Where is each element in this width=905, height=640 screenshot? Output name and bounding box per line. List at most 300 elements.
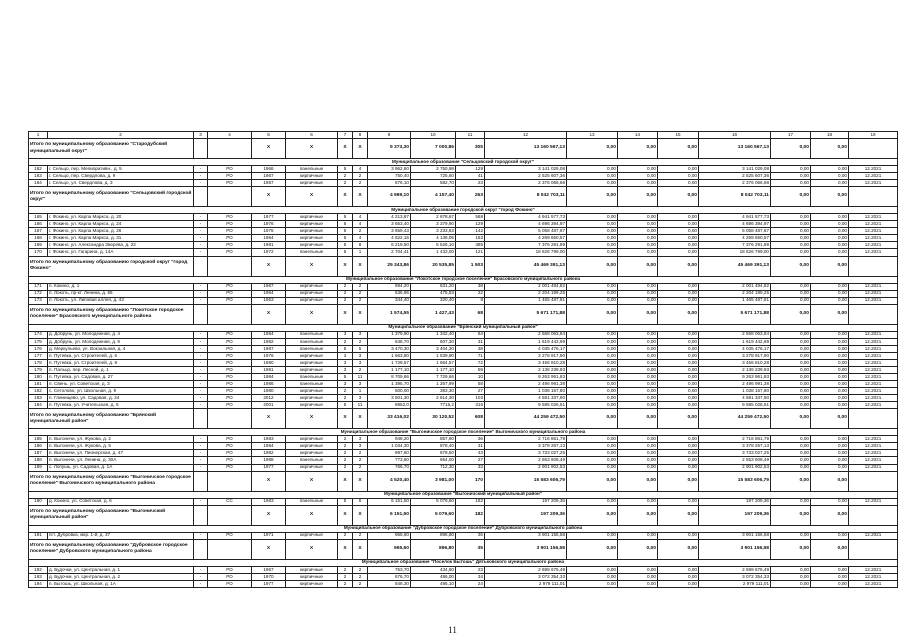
- table-cell: 1977: [252, 214, 286, 221]
- table-cell: 0,00: [811, 464, 849, 471]
- subtotal-cell: X: [252, 139, 286, 159]
- table-cell: 12.2021: [849, 173, 898, 180]
- table-cell: 1 663,80: [368, 352, 411, 359]
- table-cell: 8: [456, 297, 485, 304]
- subtotal-cell: 0,00: [567, 409, 618, 429]
- subtotal-cell: X: [338, 505, 353, 525]
- table-cell: РО: [208, 580, 252, 587]
- subtotal-cell: 5 671 171,88: [485, 304, 567, 324]
- table-cell: -: [194, 395, 208, 402]
- column-number-cell: 18: [811, 132, 849, 139]
- table-cell: 3 072 354,33: [699, 573, 771, 580]
- table-cell: 0,00: [771, 173, 811, 180]
- address-cell: п. Локоть, ул. Липовая аллея, д. 43: [48, 297, 194, 304]
- row-number: 175: [29, 338, 48, 345]
- table-cell: СС: [208, 498, 252, 505]
- table-cell: 3 379,90: [411, 221, 456, 228]
- subtotal-row: [29, 187, 898, 207]
- table-cell: 0,00: [811, 331, 849, 338]
- subtotal-cell: 1 427,43: [411, 304, 456, 324]
- section-heading-row: [29, 276, 898, 283]
- table-cell: РО: [208, 381, 252, 388]
- subtotal-cell: 33 416,02: [368, 409, 411, 429]
- address-cell: п. Выгоничи, ул. Пионерская, д. 47: [48, 450, 194, 457]
- column-number-cell: 11: [456, 132, 485, 139]
- row-number: 162: [29, 166, 48, 173]
- table-cell: 0,00: [811, 290, 849, 297]
- address-cell: д. Добрунь, ул. Молодежная, д. 4: [48, 331, 194, 338]
- table-cell: 12.2021: [849, 532, 898, 539]
- column-number-cell: 12: [485, 132, 567, 139]
- table-cell: 34: [456, 573, 485, 580]
- subtotal-cell: X: [353, 139, 368, 159]
- table-cell: 0,00: [811, 180, 849, 187]
- table-cell: 38: [456, 283, 485, 290]
- table-cell: -: [194, 402, 208, 409]
- table-cell: 0,00: [618, 457, 658, 464]
- table-cell: кирпичные: [286, 402, 338, 409]
- subtotal-cell: 0,00: [771, 139, 811, 159]
- table-cell: панельные: [286, 331, 338, 338]
- column-number-cell: 5: [252, 132, 286, 139]
- table-cell: 965,60: [368, 532, 411, 539]
- table-cell: 0,00: [811, 395, 849, 402]
- subtotal-cell: 0,00: [658, 505, 699, 525]
- table-cell: РО: [208, 166, 252, 173]
- table-cell: -: [194, 290, 208, 297]
- table-cell: 2: [353, 173, 368, 180]
- table-cell: панельные: [286, 498, 338, 505]
- row-number: 170: [29, 249, 48, 256]
- table-cell: 4: [353, 214, 368, 221]
- table-cell: кирпичные: [286, 366, 338, 373]
- table-cell: 0,00: [618, 573, 658, 580]
- table-cell: 0,00: [567, 338, 618, 345]
- table-cell: 9 263 961,83: [699, 374, 771, 381]
- subtotal-cell: [849, 187, 898, 207]
- table-cell: 0,00: [771, 166, 811, 173]
- subtotal-cell: [208, 304, 252, 324]
- table-cell: РО: [208, 374, 252, 381]
- table-cell: 0,00: [658, 228, 699, 235]
- table-cell: 0,00: [658, 395, 699, 402]
- table-cell: 1980: [252, 359, 286, 366]
- table-row: [29, 573, 898, 580]
- subtotal-cell: [849, 505, 898, 525]
- table-cell: 3: [353, 352, 368, 359]
- subtotal-cell: [849, 304, 898, 324]
- table-cell: 0,00: [658, 381, 699, 388]
- table-cell: РО: [208, 359, 252, 366]
- address-cell: п. Путевка, ул. Садовая, д. 27: [48, 374, 194, 381]
- table-cell: 4 581 337,90: [699, 395, 771, 402]
- table-cell: 500,00: [368, 388, 411, 395]
- table-cell: 654,00: [411, 457, 456, 464]
- table-cell: 1 038 157,80: [699, 388, 771, 395]
- table-cell: 2: [338, 436, 353, 443]
- table-cell: 607,30: [411, 338, 456, 345]
- table-cell: кирпичные: [286, 221, 338, 228]
- subtotal-cell: X: [252, 539, 286, 559]
- subtotal-cell: 8 042 703,11: [485, 187, 567, 207]
- subtotal-label: Итого по муниципальному образованию "Выгоничский муниципальный район": [29, 505, 194, 525]
- table-cell: 0,00: [567, 573, 618, 580]
- table-cell: 0,00: [618, 498, 658, 505]
- row-number: 189: [29, 464, 48, 471]
- table-cell: 5: [338, 374, 353, 381]
- table-cell: РО: [208, 532, 252, 539]
- column-number-cell: 16: [699, 132, 771, 139]
- table-cell: кирпичные: [286, 388, 338, 395]
- table-cell: 0,00: [618, 359, 658, 366]
- table-cell: -: [194, 214, 208, 221]
- table-cell: 0,00: [811, 166, 849, 173]
- table-cell: 12.2021: [849, 290, 898, 297]
- subtotal-cell: 263: [456, 187, 485, 207]
- table-cell: 2: [338, 180, 353, 187]
- table-cell: 320,40: [411, 297, 456, 304]
- table-cell: 2 136 239,93: [485, 366, 567, 373]
- section-heading-row: [29, 559, 898, 566]
- table-cell: 0,00: [811, 374, 849, 381]
- subtotal-cell: 8 042 703,11: [699, 187, 771, 207]
- table-cell: 5 058 487,67: [699, 228, 771, 235]
- subtotal-cell: [208, 505, 252, 525]
- subtotal-cell: 0,00: [567, 304, 618, 324]
- table-cell: 0,00: [771, 395, 811, 402]
- address-cell: п. Выгоничи, ул. Жукова, д. 5: [48, 443, 194, 450]
- table-cell: 0,00: [618, 443, 658, 450]
- table-cell: 2 716 861,79: [699, 436, 771, 443]
- column-number-cell: 2: [48, 132, 194, 139]
- subtotal-cell: 35: [456, 539, 485, 559]
- table-cell: 0,00: [811, 283, 849, 290]
- table-cell: РО: [208, 214, 252, 221]
- table-cell: РО: [208, 573, 252, 580]
- table-cell: 5 526,10: [411, 242, 456, 249]
- table-cell: -: [194, 374, 208, 381]
- table-cell: 694,20: [368, 283, 411, 290]
- table-row: [29, 228, 898, 235]
- table-cell: -: [194, 352, 208, 359]
- table-cell: 2: [338, 573, 353, 580]
- table-cell: 103: [456, 395, 485, 402]
- table-cell: 878,50: [411, 450, 456, 457]
- table-cell: -: [194, 532, 208, 539]
- subtotal-cell: 0,00: [771, 539, 811, 559]
- table-cell: 1957: [252, 180, 286, 187]
- table-cell: 7 376 291,89: [485, 242, 567, 249]
- table-row: [29, 338, 898, 345]
- subtotal-cell: X: [286, 139, 338, 159]
- table-cell: 10: [456, 374, 485, 381]
- table-cell: 72: [456, 359, 485, 366]
- table-cell: 1976: [252, 352, 286, 359]
- table-cell: 0,00: [618, 381, 658, 388]
- table-cell: 33: [456, 464, 485, 471]
- table-cell: 5: [353, 345, 368, 352]
- table-cell: 0,00: [771, 290, 811, 297]
- table-cell: 0,00: [567, 352, 618, 359]
- row-number: 182: [29, 388, 48, 395]
- table-cell: 385: [456, 242, 485, 249]
- subtotal-row: [29, 139, 898, 159]
- table-cell: 18 626 799,00: [485, 249, 567, 256]
- table-cell: 1 177,10: [411, 366, 456, 373]
- table-cell: 2 553 608,49: [699, 457, 771, 464]
- table-cell: панельные: [286, 345, 338, 352]
- table-cell: 2: [353, 573, 368, 580]
- table-row: [29, 464, 898, 471]
- table-cell: 1 539,90: [411, 352, 456, 359]
- table-cell: 35: [456, 532, 485, 539]
- row-number: 169: [29, 242, 48, 249]
- subtotal-cell: 0,00: [567, 505, 618, 525]
- table-cell: 0,00: [567, 173, 618, 180]
- table-cell: 0,00: [618, 532, 658, 539]
- table-cell: 2: [353, 283, 368, 290]
- table-cell: 0,00: [618, 464, 658, 471]
- table-cell: 0,00: [811, 436, 849, 443]
- row-number: 185: [29, 436, 48, 443]
- table-cell: 316: [456, 402, 485, 409]
- table-cell: 2: [338, 443, 353, 450]
- table-cell: 0,00: [658, 331, 699, 338]
- address-cell: г. Сельцо, пер. Свердлова, д. 9: [48, 173, 194, 180]
- table-cell: 1988: [252, 457, 286, 464]
- table-cell: 0,00: [618, 235, 658, 242]
- table-cell: 12.2021: [849, 283, 898, 290]
- column-number-cell: 3: [194, 132, 208, 139]
- subtotal-cell: 25 343,86: [368, 256, 411, 276]
- subtotal-cell: 0,00: [618, 409, 658, 429]
- table-cell: 0,00: [658, 352, 699, 359]
- subtotal-cell: 0,00: [618, 471, 658, 491]
- table-cell: 1963: [252, 297, 286, 304]
- table-cell: 23: [456, 180, 485, 187]
- table-cell: РО: [208, 464, 252, 471]
- subtotal-cell: 68: [456, 304, 485, 324]
- subtotal-cell: X: [338, 539, 353, 559]
- subtotal-cell: 4 157,40: [411, 187, 456, 207]
- table-cell: кирпичные: [286, 464, 338, 471]
- table-cell: 142: [456, 228, 485, 235]
- table-cell: 12.2021: [849, 228, 898, 235]
- table-cell: 2: [338, 283, 353, 290]
- table-cell: 12.2021: [849, 235, 898, 242]
- table-cell: 0,00: [811, 242, 849, 249]
- subtotal-row: [29, 256, 898, 276]
- table-cell: РО: [208, 457, 252, 464]
- table-cell: -: [194, 464, 208, 471]
- table-cell: РО: [208, 436, 252, 443]
- section-title: Муниципальное образование "Локотское городское поселение" Брасовского муниципального района: [29, 276, 898, 283]
- subtotal-cell: 0,00: [658, 304, 699, 324]
- table-cell: 0,00: [811, 228, 849, 235]
- table-cell: 12.2021: [849, 573, 898, 580]
- address-cell: п. Путевка, ул. Строителей, д. 9: [48, 359, 194, 366]
- table-cell: 997,60: [368, 450, 411, 457]
- section-heading-row: [29, 324, 898, 331]
- subtotal-cell: 9 373,30: [368, 139, 411, 159]
- table-row: [29, 214, 898, 221]
- table-cell: 0,00: [618, 388, 658, 395]
- subtotal-cell: 197 209,36: [485, 505, 567, 525]
- table-cell: 0,00: [658, 388, 699, 395]
- address-cell: с. Лопушь, ул. Садовая, д. 1А: [48, 464, 194, 471]
- row-number: 173: [29, 297, 48, 304]
- table-cell: кирпичные: [286, 242, 338, 249]
- table-cell: -: [194, 436, 208, 443]
- subtotal-cell: 0,00: [771, 187, 811, 207]
- section-heading-row: [29, 429, 898, 436]
- subtotal-cell: [194, 139, 208, 159]
- table-cell: 2: [353, 290, 368, 297]
- table-cell: 0,00: [811, 566, 849, 573]
- subtotal-cell: X: [338, 187, 353, 207]
- subtotal-cell: 0,00: [658, 139, 699, 159]
- subtotal-cell: X: [353, 409, 368, 429]
- subtotal-cell: X: [338, 256, 353, 276]
- table-cell: 1 034,30: [368, 443, 411, 450]
- table-cell: кирпичные: [286, 352, 338, 359]
- table-row: [29, 366, 898, 373]
- table-cell: -: [194, 580, 208, 587]
- address-cell: д. Меркульево, ул. Вокзальная, д. 4: [48, 345, 194, 352]
- table-cell: 12.2021: [849, 166, 898, 173]
- address-cell: с. Сетолово, ул. Школьная, д. 9: [48, 388, 194, 395]
- table-cell: 12.2021: [849, 359, 898, 366]
- table-cell: 0,00: [658, 283, 699, 290]
- subtotal-cell: 15 583 606,79: [485, 471, 567, 491]
- table-cell: 383,30: [411, 388, 456, 395]
- table-cell: 0,00: [618, 173, 658, 180]
- table-cell: 3 141 029,08: [485, 166, 567, 173]
- table-cell: 3 733 027,25: [485, 450, 567, 457]
- table-cell: 3 659,43: [368, 228, 411, 235]
- table-cell: 0,00: [618, 580, 658, 587]
- table-cell: 36: [456, 436, 485, 443]
- table-cell: РО: [208, 395, 252, 402]
- table-cell: 2: [353, 297, 368, 304]
- table-cell: 0,00: [771, 221, 811, 228]
- table-cell: 4 035 476,17: [699, 345, 771, 352]
- table-cell: 5: [338, 402, 353, 409]
- table-row: [29, 173, 898, 180]
- subtotal-cell: X: [353, 505, 368, 525]
- table-cell: 12.2021: [849, 249, 898, 256]
- table-cell: 5 058 487,67: [485, 228, 567, 235]
- subtotal-cell: 3 901 156,58: [699, 539, 771, 559]
- subtotal-cell: [194, 187, 208, 207]
- table-cell: 2: [353, 338, 368, 345]
- table-cell: 3: [353, 395, 368, 402]
- table-cell: 12.2021: [849, 450, 898, 457]
- table-cell: 0,00: [811, 297, 849, 304]
- table-cell: 3 733 027,25: [699, 450, 771, 457]
- table-cell: 0,00: [618, 228, 658, 235]
- table-cell: кирпичные: [286, 580, 338, 587]
- table-cell: 5: [338, 166, 353, 173]
- table-cell: 0,00: [618, 338, 658, 345]
- table-cell: 58: [456, 381, 485, 388]
- table-cell: 3 456 810,28: [485, 359, 567, 366]
- table-cell: 3: [338, 331, 353, 338]
- table-row: [29, 297, 898, 304]
- table-cell: 12.2021: [849, 436, 898, 443]
- table-cell: 0,00: [811, 573, 849, 580]
- row-number: 177: [29, 352, 48, 359]
- table-cell: 0,00: [771, 464, 811, 471]
- table-cell: 182: [456, 498, 485, 505]
- table-row: [29, 166, 898, 173]
- column-number-cell: 4: [208, 132, 252, 139]
- table-row: [29, 235, 898, 242]
- row-number: 165: [29, 214, 48, 221]
- table-cell: кирпичные: [286, 290, 338, 297]
- table-cell: 434,60: [411, 566, 456, 573]
- section-title: Муниципальное образование "Поселок Бытошь" Дятьковского муниципального района: [29, 559, 898, 566]
- table-cell: 24: [456, 580, 485, 587]
- column-number-cell: 9: [368, 132, 411, 139]
- table-cell: 0,00: [658, 221, 699, 228]
- subtotal-cell: 45 469 391,13: [699, 256, 771, 276]
- subtotal-cell: 0,00: [658, 471, 699, 491]
- table-cell: 0,00: [771, 214, 811, 221]
- column-number-cell: 17: [771, 132, 811, 139]
- table-cell: РО: [208, 566, 252, 573]
- column-number-row: [29, 132, 898, 139]
- table-cell: 3: [353, 381, 368, 388]
- address-cell: пгт. Дубровка, мкр. 1-й, д. 37: [48, 532, 194, 539]
- table-cell: 2: [353, 464, 368, 471]
- table-cell: 4: [353, 166, 368, 173]
- table-cell: 0,00: [811, 457, 849, 464]
- table-cell: 344,40: [368, 297, 411, 304]
- subtotal-cell: X: [286, 304, 338, 324]
- table-cell: 0,00: [567, 374, 618, 381]
- subtotal-row: [29, 304, 898, 324]
- table-cell: 1976: [252, 221, 286, 228]
- row-number: 181: [29, 381, 48, 388]
- address-cell: г. Сельцо, пер. Мелиоративн., д. 5: [48, 166, 194, 173]
- table-cell: 3 901 156,58: [699, 532, 771, 539]
- row-number: 178: [29, 359, 48, 366]
- subtotal-cell: 7 000,86: [411, 139, 456, 159]
- table-row: [29, 221, 898, 228]
- table-cell: РО: [208, 366, 252, 373]
- table-cell: 12.2021: [849, 402, 898, 409]
- subtotal-cell: X: [286, 471, 338, 491]
- table-cell: 129: [456, 166, 485, 173]
- table-cell: 0,00: [618, 450, 658, 457]
- table-cell: 5: [338, 249, 353, 256]
- table-cell: 2 979 111,01: [699, 580, 771, 587]
- table-cell: 0,00: [771, 359, 811, 366]
- table-cell: 0,00: [658, 173, 699, 180]
- table-cell: -: [194, 388, 208, 395]
- subtotal-cell: X: [252, 304, 286, 324]
- subtotal-cell: X: [252, 409, 286, 429]
- table-cell: 0,00: [771, 283, 811, 290]
- table-cell: 1984: [252, 374, 286, 381]
- table-cell: 0,00: [567, 359, 618, 366]
- table-cell: 5: [338, 228, 353, 235]
- table-cell: 2 496 991,38: [485, 381, 567, 388]
- table-cell: кирпичные: [286, 573, 338, 580]
- table-cell: 31: [456, 443, 485, 450]
- row-number: 163: [29, 173, 48, 180]
